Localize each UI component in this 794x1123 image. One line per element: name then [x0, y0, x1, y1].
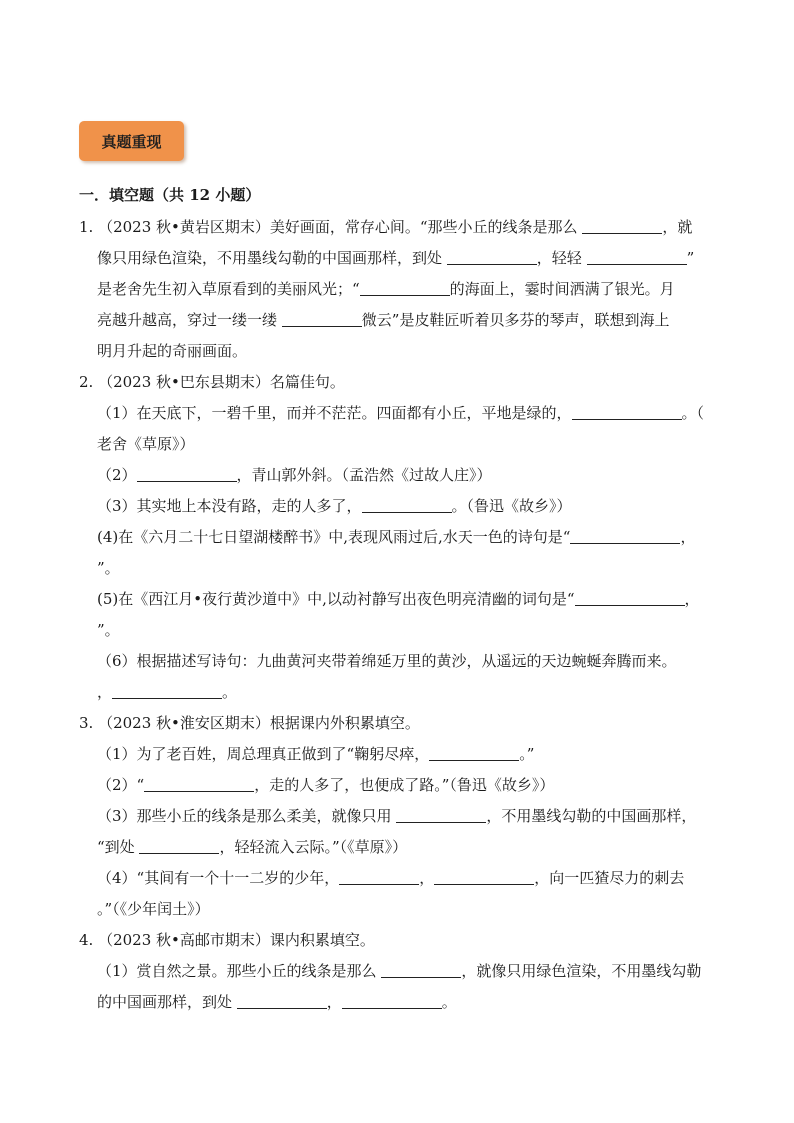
answer-blank[interactable]	[434, 868, 534, 885]
q2-sub-3: （3）其实地上本没有路，走的人多了， 。（鲁迅《故乡》）	[97, 497, 572, 515]
q3-sub-3-cont: “到处 ，轻轻流入云际。”（《草原》）	[97, 838, 408, 856]
q2-sub-6-answer: ， 。	[97, 683, 238, 701]
q4-sub-1-cont: 的中国画那样，到处 ， 。	[97, 993, 457, 1011]
q3-sub-2: （2）“ ，走的人多了，也便成了路。”（鲁迅《故乡》）	[97, 776, 555, 794]
q1-line-1: 1. （2023 秋•黄岩区期末）美好画面，常存心间。“那些小丘的线条是那么 ，就	[79, 218, 693, 236]
answer-blank[interactable]	[570, 527, 680, 544]
q2-sub-5: (5)在《西江月•夜行黄沙道中》中,以动衬静写出夜色明亮清幽的词句是“ ，	[97, 590, 700, 608]
answer-blank[interactable]	[342, 992, 442, 1009]
q2-sub-4-cont: ”。	[97, 559, 120, 577]
answer-blank[interactable]	[447, 248, 537, 265]
answer-blank[interactable]	[587, 248, 687, 265]
answer-blank[interactable]	[282, 310, 362, 327]
q2-sub-4: (4)在《六月二十七日望湖楼醉书》中,表现风雨过后,水天一色的诗句是“ ，	[97, 528, 696, 546]
q2-sub-1-cont: 老舍《草原》）	[97, 435, 195, 453]
section-title: 一．填空题（共 12 小题）	[79, 186, 261, 204]
q4-heading: 4. （2023 秋•高邮市期末）课内积累填空。	[79, 931, 375, 949]
q2-sub-6: （6）根据描述写诗句：九曲黄河夹带着绵延万里的黄沙，从遥远的天边蜿蜒奔腾而来。	[97, 652, 677, 670]
answer-blank[interactable]	[429, 744, 519, 761]
q2-heading: 2. （2023 秋•巴东县期末）名篇佳句。	[79, 373, 345, 391]
answer-blank[interactable]	[381, 961, 461, 978]
answer-blank[interactable]	[137, 465, 237, 482]
q1-line-2: 像只用绿色渲染，不用墨线勾勒的中国画那样，到处 ，轻轻 ”	[97, 249, 695, 267]
answer-blank[interactable]	[237, 992, 327, 1009]
answer-blank[interactable]	[396, 806, 486, 823]
answer-blank[interactable]	[582, 217, 662, 234]
answer-blank[interactable]	[362, 496, 452, 513]
answer-blank[interactable]	[144, 775, 254, 792]
answer-blank[interactable]	[572, 403, 682, 420]
answer-blank[interactable]	[339, 868, 419, 885]
q3-sub-3: （3）那些小丘的线条是那么柔美，就像只用 ，不用墨线勾勒的中国画那样，	[97, 807, 697, 825]
q1-line-4: 亮越升越高，穿过一缕一缕 微云”是皮鞋匠听着贝多芬的琴声，联想到海上	[97, 311, 670, 329]
question-list	[79, 212, 719, 1018]
answer-blank[interactable]	[575, 589, 685, 606]
answer-blank[interactable]	[360, 279, 450, 296]
q3-sub-1: （1）为了老百姓，周总理真正做到了“鞠躬尽瘁， 。”	[97, 745, 535, 763]
section-badge: 真题重现	[79, 121, 184, 161]
answer-blank[interactable]	[112, 682, 222, 699]
q3-sub-4-cont: 。”（《少年闰土》）	[97, 900, 210, 918]
q1-line-3: 是老舍先生初入草原看到的美丽风光；“ 的海面上，霎时间洒满了银光。月	[97, 280, 675, 298]
q3-sub-4: （4）“其间有一个十一二岁的少年， ， ，向一匹猹尽力的刺去	[97, 869, 685, 887]
q1-line-5: 明月升起的奇丽画面。	[97, 342, 248, 360]
q3-heading: 3. （2023 秋•淮安区期末）根据课内外积累填空。	[79, 714, 420, 732]
q2-sub-2: （2） ，青山郭外斜。（孟浩然《过故人庄》）	[97, 466, 492, 484]
q4-sub-1: （1）赏自然之景。那些小丘的线条是那么 ，就像只用绿色渲染，不用墨线勾勒	[97, 962, 702, 980]
q2-sub-5-cont: ”。	[97, 621, 120, 639]
answer-blank[interactable]	[139, 837, 219, 854]
q2-sub-1: （1）在天底下，一碧千里，而并不茫茫。四面都有小丘，平地是绿的， 。（	[97, 404, 705, 422]
